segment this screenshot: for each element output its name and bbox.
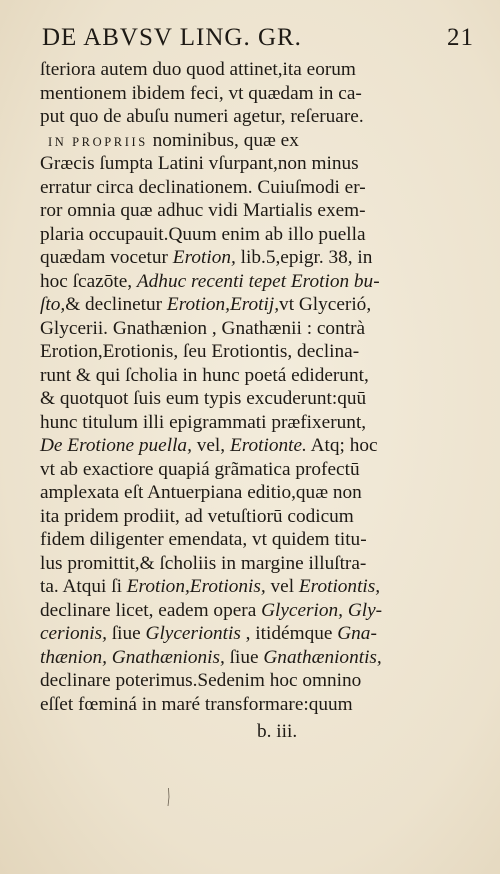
text-segment: ita pridem prodiit, ad vetuſtiorū codicum xyxy=(40,505,354,527)
text-line xyxy=(40,458,470,482)
italic-text: ſto, xyxy=(40,294,66,315)
text-segment: vt Glycerió, xyxy=(279,294,372,315)
page-number: 21 xyxy=(447,24,474,51)
text-segment: ſteriora autem duo quod attinet,ita eorum xyxy=(40,59,356,80)
text-line xyxy=(40,293,470,317)
text-segment: , itidémque xyxy=(240,623,338,644)
text-line xyxy=(40,317,470,341)
text-line xyxy=(40,505,470,529)
text-segment: ſiue xyxy=(106,623,146,644)
text-segment: vel xyxy=(265,576,299,597)
text-segment: Erotion,Erotionis, ſeu Erotiontis, declina- xyxy=(40,341,360,362)
text-line xyxy=(40,340,470,364)
text-line xyxy=(40,58,470,82)
text-segment: vt ab exactiore quapiá grãmatica profectū xyxy=(40,458,360,480)
text-line xyxy=(40,246,470,270)
text-segment: Græcis ſumpta Latini vſurpant,non minus xyxy=(40,153,359,174)
text-segment: put quo de abuſu numeri agetur, reſeruare. xyxy=(40,106,364,127)
text-line xyxy=(40,481,470,505)
italic-text: Erotionte. xyxy=(229,435,307,456)
italic-text: De Erotione puella, xyxy=(40,435,192,456)
text-line xyxy=(40,434,470,458)
text-line xyxy=(40,575,470,599)
text-line xyxy=(40,105,470,129)
text-segment: ſiue xyxy=(224,646,264,668)
text-line xyxy=(40,528,470,552)
italic-text: Glycerion, Gly- xyxy=(261,599,383,621)
text-line xyxy=(40,387,470,411)
text-segment: eſſet fœminá in maré transformare:quum xyxy=(40,693,353,715)
text-segment: vel, xyxy=(191,435,230,456)
italic-text: Gna- xyxy=(337,623,377,644)
text-segment: fidem diligenter emendata, vt quidem titu- xyxy=(40,529,367,550)
text-segment: declinare poterimus.Sedenim hoc omnino xyxy=(40,670,362,691)
italic-text: cerionis, xyxy=(40,623,107,644)
text-line xyxy=(40,364,470,388)
text-line xyxy=(40,199,470,223)
signature-mark: b. iii. xyxy=(257,721,298,742)
text-segment: amplexata eſt Antuerpiana editio,quæ non xyxy=(40,482,362,503)
text-line xyxy=(40,693,470,717)
text-segment: ror omnia quæ adhuc vidi Martialis exem- xyxy=(40,200,366,221)
text-segment: erratur circa declinationem. Cuiuſmodi er- xyxy=(40,176,366,198)
text-segment: nominibus, quæ ex xyxy=(147,129,299,151)
italic-text: Glyceriontis xyxy=(145,623,241,644)
italic-text: Adhuc recenti tepet Erotion bu- xyxy=(136,270,380,292)
italic-text: thænion, Gnathænionis, xyxy=(40,646,225,668)
header-title: DE ABVSV LING. GR. xyxy=(42,24,302,51)
text-line xyxy=(40,552,470,576)
italic-text: Gnathæniontis, xyxy=(263,646,382,668)
text-segment: mentionem ibidem feci, vt quædam in ca- xyxy=(40,82,362,104)
text-segment: ta. Atqui ſi xyxy=(40,576,127,597)
text-segment: lus promittit,& ſcholiis in margine illuſtra- xyxy=(40,552,367,574)
text-segment: & quotquot ſuis eum typis excuderunt:quū xyxy=(40,388,367,409)
ink-mark xyxy=(167,788,170,806)
text-segment: quædam vocetur xyxy=(40,247,173,268)
text-segment: runt & qui ſcholia in hunc poetá ediderunt, xyxy=(40,364,369,386)
text-segment: lib.5,epigr. 38, in xyxy=(235,247,373,268)
text-segment: hunc titulum illi epigrammati præfixerunt, xyxy=(40,411,367,433)
text-line xyxy=(40,82,470,106)
running-header xyxy=(42,24,482,52)
text-line xyxy=(40,622,470,646)
italic-text: Erotiontis, xyxy=(298,576,381,597)
text-line xyxy=(40,599,470,623)
text-segment: plaria occupauit.Quum enim ab illo puella xyxy=(40,223,366,245)
body-text xyxy=(40,58,470,716)
small-caps-text: IN PROPRIIS xyxy=(48,134,148,149)
text-segment: declinare licet, eadem opera xyxy=(40,599,262,621)
text-segment: Glycerii. Gnathænion , Gnathænii : contrà xyxy=(40,317,366,339)
text-line xyxy=(40,669,470,693)
text-line xyxy=(40,646,470,670)
text-segment: hoc ſcazōte, xyxy=(40,270,137,292)
italic-text: Erotion,Erotionis, xyxy=(126,576,266,597)
text-segment: & declinetur xyxy=(65,294,167,315)
text-line xyxy=(40,152,470,176)
text-line xyxy=(40,129,470,153)
text-line xyxy=(40,411,470,435)
text-line xyxy=(40,176,470,200)
text-line xyxy=(40,223,470,247)
italic-text: Erotion, xyxy=(172,247,236,268)
text-segment: Atq; hoc xyxy=(306,435,378,456)
italic-text: Erotion,Erotij, xyxy=(166,294,280,315)
text-line xyxy=(40,270,470,294)
